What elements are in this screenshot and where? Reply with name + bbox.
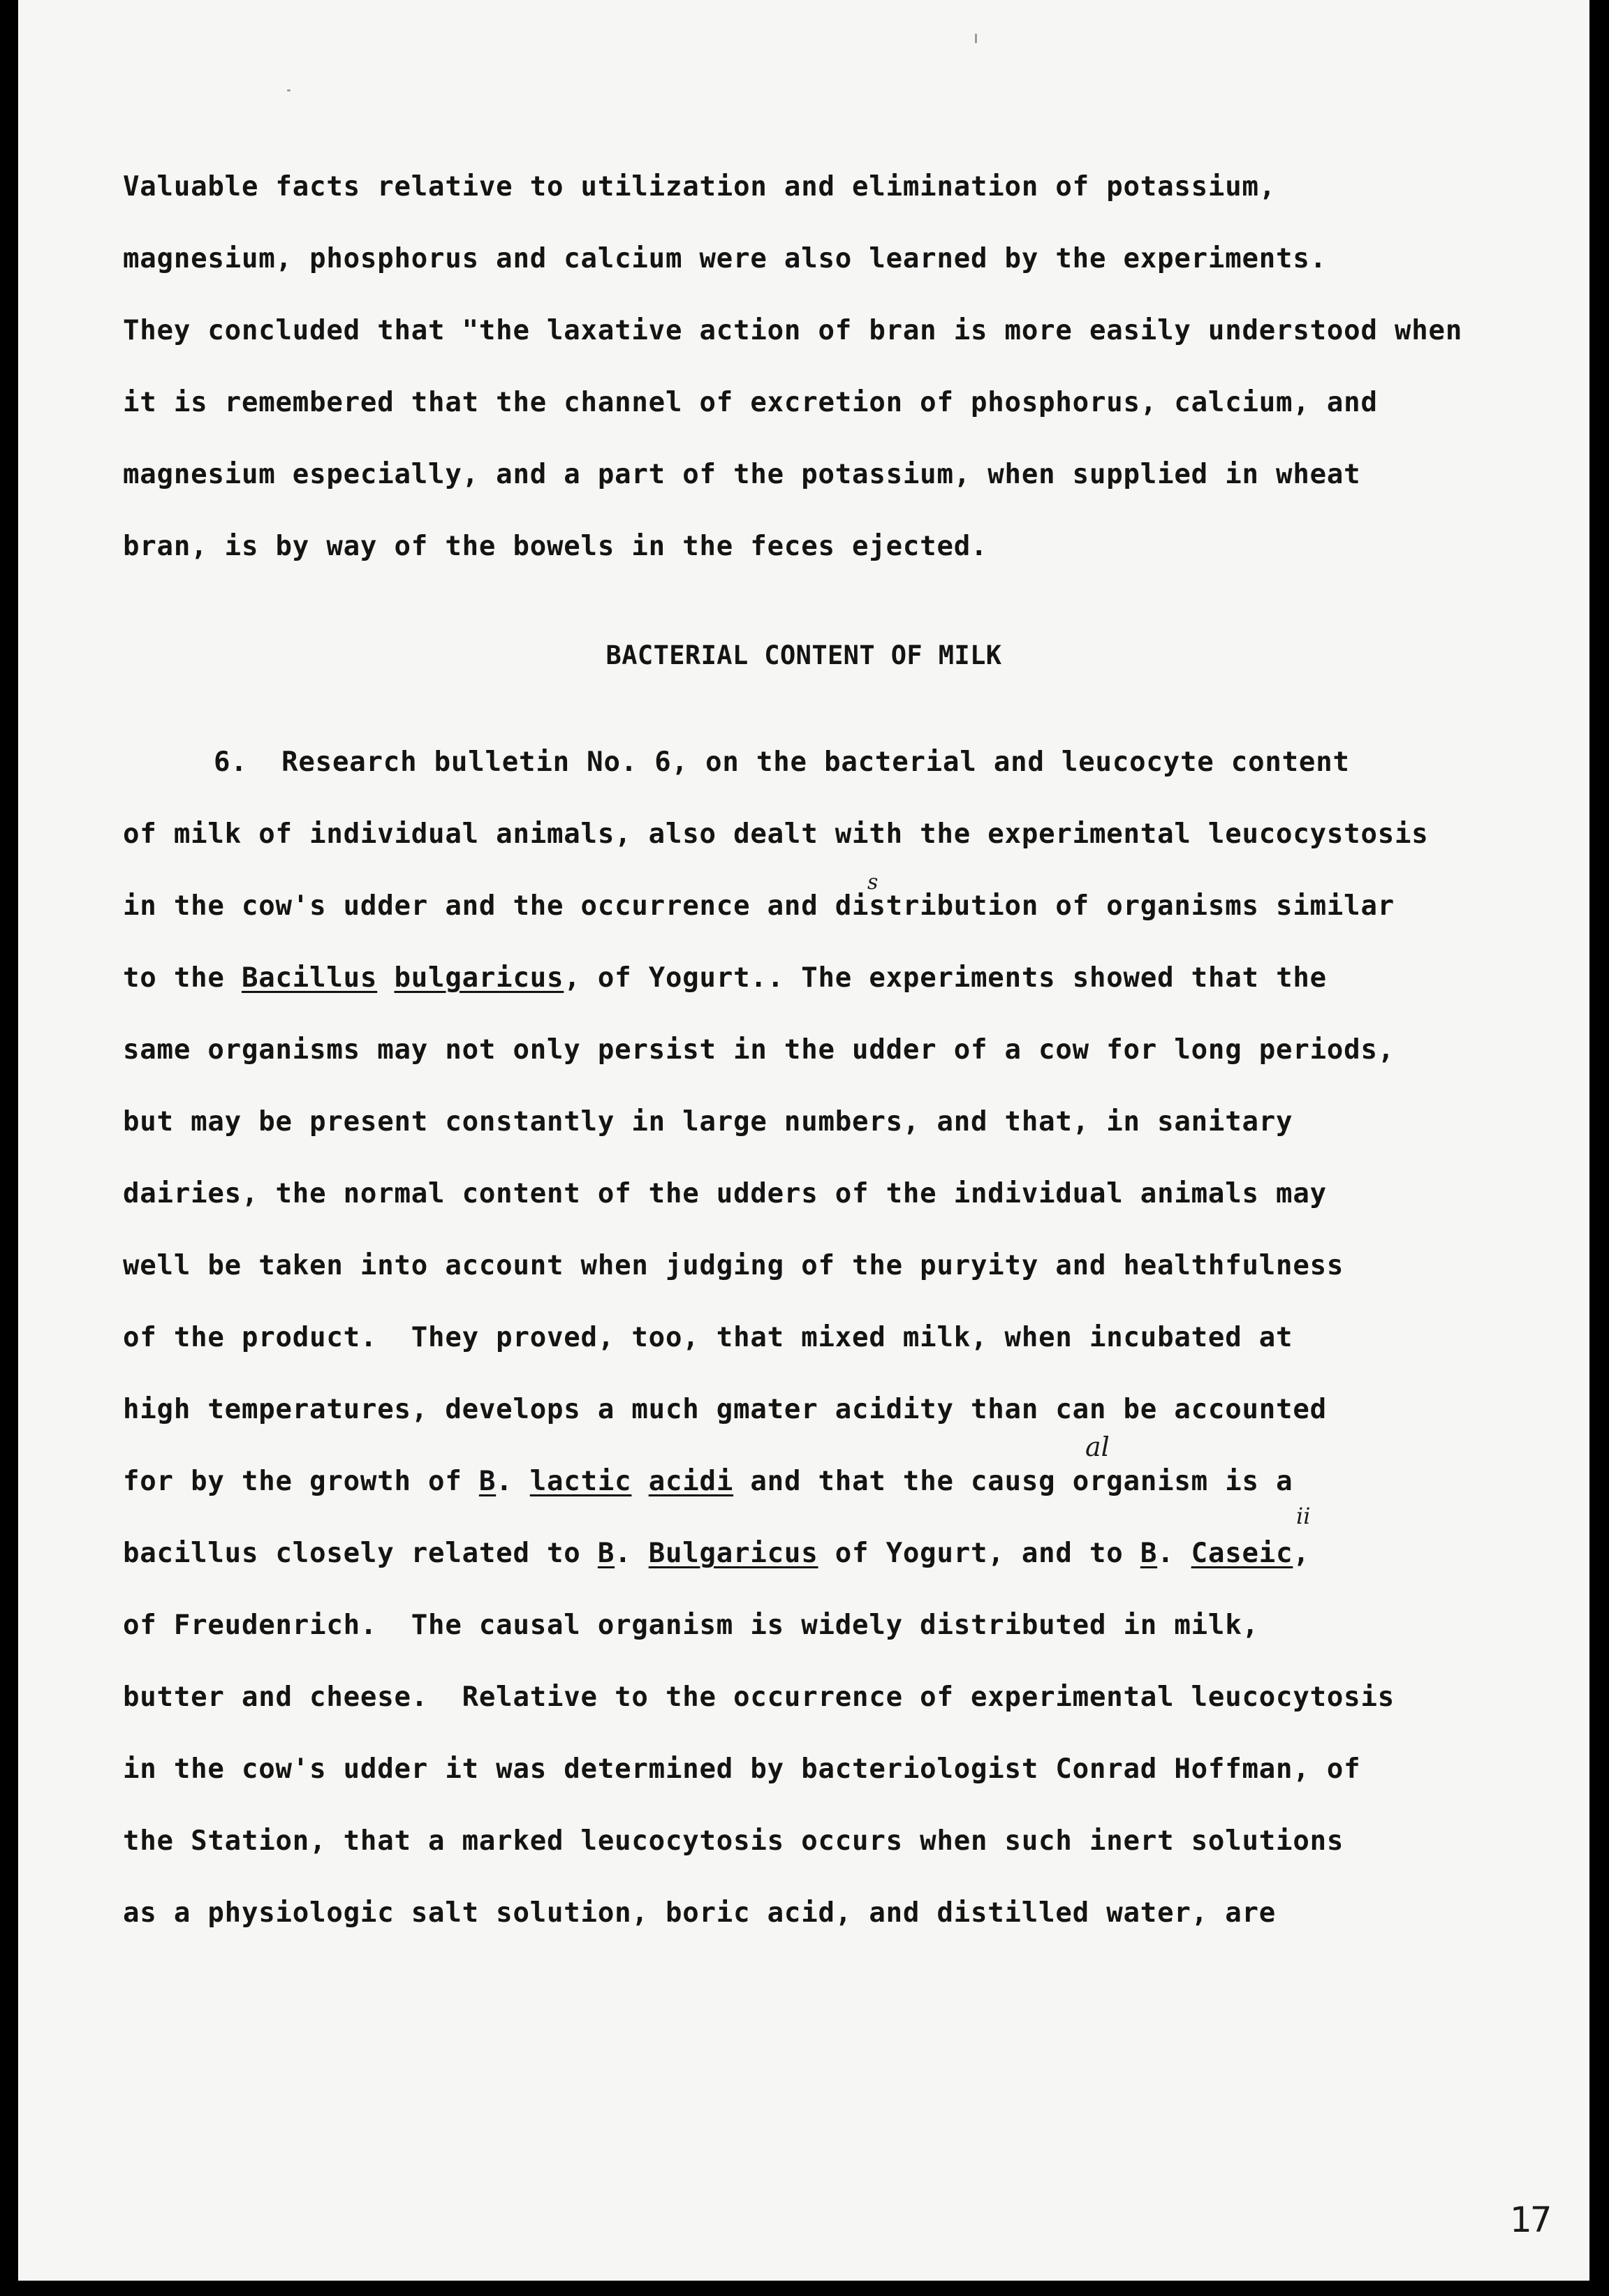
- text-line: well be taken into account when judging of the puryity and healthfulness: [123, 1250, 1344, 1281]
- text-line: bran, is by way of the bowels in the feces ejected.: [123, 531, 988, 562]
- underlined-term: Caseic: [1191, 1538, 1293, 1569]
- text-line: as a physiologic salt solution, boric acid, and distilled water, are: [123, 1897, 1277, 1929]
- text-span: for by the growth of: [123, 1466, 479, 1497]
- text-span: [631, 1466, 648, 1497]
- scan-speck: [287, 89, 291, 91]
- section-heading: BACTERIAL CONTENT OF MILK: [605, 640, 1002, 670]
- text-line: same organisms may not only persist in the udder of a cow for long periods,: [123, 1034, 1395, 1066]
- text-line: of the product. They proved, too, that mixed milk, when incubated at: [123, 1322, 1293, 1353]
- text-line: magnesium especially, and a part of the potassium, when supplied in wheat: [123, 459, 1361, 490]
- text-line: in the cow's udder it was determined by bacteriologist Conrad Hoffman, of: [123, 1753, 1361, 1785]
- text-span: to the: [123, 962, 242, 994]
- text-line: [123, 1465, 1589, 1499]
- text-span: [377, 962, 394, 994]
- page-number: 17: [1510, 2200, 1550, 2240]
- text-line: it is remembered that the channel of excretion of phosphorus, calcium, and: [123, 387, 1378, 418]
- document-page: [18, 0, 1589, 2281]
- handwritten-ii: ii: [1296, 1503, 1311, 1529]
- text-span: and that the causg organism is a: [733, 1466, 1293, 1497]
- text-line: [123, 962, 1589, 995]
- text-line: 6. Research bulletin No. 6, on the bacterial and leucocyte content: [214, 746, 1350, 778]
- handwritten-caret-s: s: [867, 870, 879, 895]
- underlined-term: bulgaricus: [394, 962, 564, 994]
- text-span: ,: [1293, 1538, 1310, 1569]
- text-line: the Station, that a marked leucocytosis occurs when such inert solutions: [123, 1825, 1344, 1857]
- text-line: in the cow's udder and the occurrence and distribution of organisms similar: [123, 890, 1395, 922]
- text-line: magnesium, phosphorus and calcium were also learned by the experiments.: [123, 243, 1327, 274]
- text-line: They concluded that "the laxative action of bran is more easily understood when: [123, 315, 1463, 346]
- underlined-term: B: [478, 1466, 497, 1497]
- underlined-term: B: [1140, 1538, 1158, 1569]
- text-span: .: [615, 1538, 649, 1569]
- text-line: of milk of individual animals, also dealt with the experimental leucocystosis: [123, 818, 1429, 850]
- text-line: butter and cheese. Relative to the occurrence of experimental leucocytosis: [123, 1681, 1395, 1713]
- underlined-term: B: [597, 1538, 615, 1569]
- text-line: [123, 1537, 1589, 1570]
- underlined-term: Bulgaricus: [648, 1538, 818, 1569]
- text-line: of Freudenrich. The causal organism is widely distributed in milk,: [123, 1610, 1259, 1641]
- text-span: .: [496, 1466, 530, 1497]
- underlined-term: lactic: [529, 1466, 632, 1497]
- scan-speck: [975, 34, 977, 43]
- text-span: .: [1157, 1538, 1191, 1569]
- text-span: of Yogurt, and to: [818, 1538, 1140, 1569]
- text-line: high temperatures, develops a much gmater acidity than can be accounted: [123, 1394, 1327, 1425]
- text-span: bacillus closely related to: [123, 1538, 598, 1569]
- text-span: , of Yogurt.. The experiments showed that the: [564, 962, 1327, 994]
- text-line: Valuable facts relative to utilization and elimination of potassium,: [123, 171, 1277, 203]
- underlined-term: Bacillus: [241, 962, 378, 994]
- text-line: but may be present constantly in large numbers, and that, in sanitary: [123, 1106, 1293, 1138]
- handwritten-al: al: [1085, 1432, 1110, 1462]
- underlined-term: acidi: [648, 1466, 734, 1497]
- text-line: dairies, the normal content of the udders of the individual animals may: [123, 1178, 1327, 1209]
